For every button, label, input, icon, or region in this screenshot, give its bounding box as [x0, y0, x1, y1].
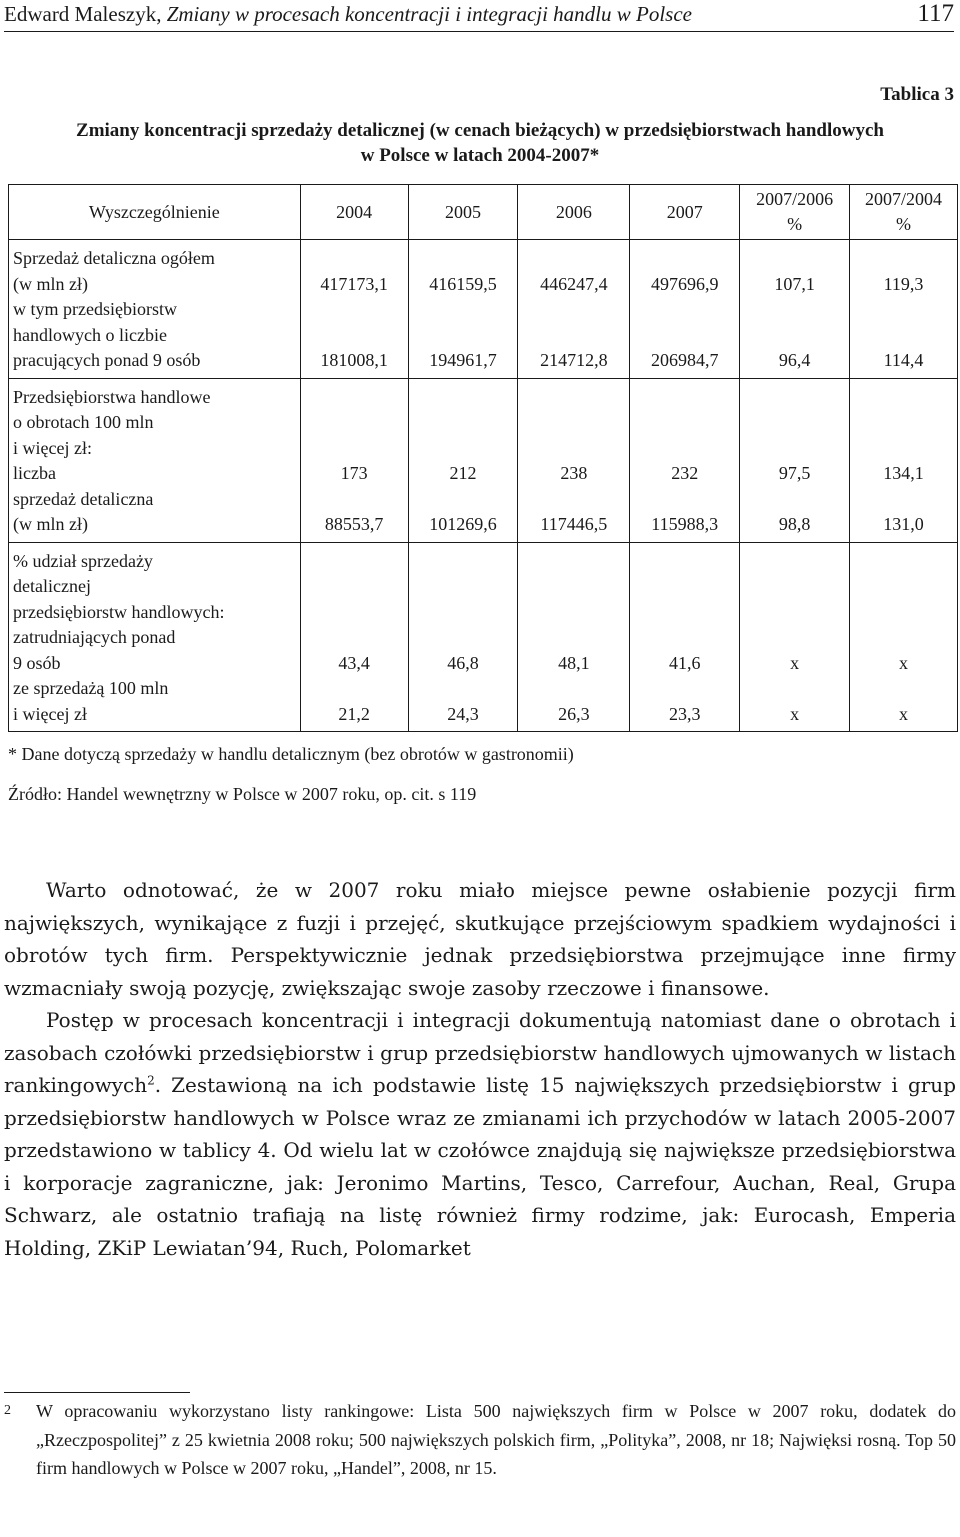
cell-ratio-2007-2006: x x — [740, 542, 850, 732]
cell-ratio-2007-2006: 97,5 98,8 — [740, 378, 850, 542]
body-text — [4, 874, 956, 1264]
table-caption-line2: w Polsce w latach 2004-2007* — [360, 145, 600, 166]
author-name: Edward Maleszyk, — [4, 2, 162, 26]
paragraph-2: Postęp w procesach koncentracji i integracji dokumentują natomiast dane o obrotach i zasobach czołówki przedsiębiorstw i grup przedsiębiorstw handlowych ujmowanych w listach rankingowych$^2$. Zestawioną na ich podstawie listę 15 największych przedsiębiorstw i grup przedsiębiorstw handlowych w Polsce wraz ze zmianami ich przychodów w latach 2005-2007 przedstawiono w tablicy 4. Od wielu lat w czołówce znajdują się największe przedsiębiorstwa i korporacje zagraniczne, jak: Jeronimo Martins, Tesco, Carrefour, Auchan, Real, Grupa Schwarz, ale ostatnio trafiają na listę również firmy rodzime, jak: Eurocash, Emperia Holding, ZKiP Lewiatan’94, Ruch, Polomarket — [4, 1008, 956, 1260]
table-source: Źródło: Handel wewnętrzny w Polsce w 2007 roku, op. cit. s 119 — [8, 784, 477, 804]
row-label: Sprzedaż detaliczna ogółem (w mln zł) w tym przedsiębiorstw handlowych o liczbie pracujących ponad 9 osób — [9, 240, 301, 379]
cell-ratio-2007-2004: x x — [850, 542, 958, 732]
table-header-row — [9, 185, 958, 240]
table-row — [9, 378, 958, 542]
cell-ratio-2007-2006: 107,1 96,4 — [740, 240, 850, 379]
footnote-divider — [4, 1392, 190, 1393]
cell-2005: 46,8 24,3 — [408, 542, 518, 732]
footnote-mark: 2 — [4, 1403, 11, 1418]
cell-2005: 212 101269,6 — [408, 378, 518, 542]
article-title: Zmiany w procesach koncentracji i integracji handlu w Polsce — [166, 2, 693, 26]
header-ratio-2007-2004: 2007/2004 % — [850, 185, 958, 240]
running-head — [4, 2, 954, 28]
header-2007: 2007 — [630, 185, 740, 240]
cell-ratio-2007-2004: 134,1 131,0 — [850, 378, 958, 542]
page-number: 117 — [917, 0, 954, 27]
cell-2007: 497696,9 206984,7 — [630, 240, 740, 379]
header-2004: 2004 — [300, 185, 408, 240]
concentration-table — [8, 184, 958, 732]
header-2006: 2006 — [518, 185, 630, 240]
header-2005: 2005 — [408, 185, 518, 240]
row-label: % udział sprzedaży detalicznej przedsiębiorstw handlowych: zatrudniających ponad 9 osób ze sprzedażą 100 mln i więcej zł — [9, 542, 301, 732]
header-label: Wyszczególnienie — [9, 185, 301, 240]
cell-2005: 416159,5 194961,7 — [408, 240, 518, 379]
table-caption — [0, 118, 960, 168]
table-caption-line1: Zmiany koncentracji sprzedaży detalicznej (w cenach bieżących) w przedsiębiorstwach handlowych — [76, 120, 884, 141]
header-divider — [4, 31, 954, 32]
cell-2006: 446247,4 214712,8 — [518, 240, 630, 379]
cell-2004: 417173,1 181008,1 — [300, 240, 408, 379]
table-row — [9, 240, 958, 379]
paragraph-1: Warto odnotować, że w 2007 roku miało miejsce pewne osłabienie pozycji firm największych, wynikające z fuzji i przejęć, skutkujące przejściowym spadkiem wydajności i obrotów tych firm. Perspektywicznie jednak przedsiębiorstwa przejmujące inne firmy wzmacniały swoją pozycję, zwiększając swoje zasoby rzeczowe i finansowe. — [4, 878, 956, 1000]
table-row — [9, 542, 958, 732]
row-label: Przedsiębiorstwa handlowe o obrotach 100 mln i więcej zł: liczba sprzedaż detaliczna (w mln zł) — [9, 378, 301, 542]
cell-ratio-2007-2004: 119,3 114,4 — [850, 240, 958, 379]
table-number: Tablica 3 — [880, 84, 954, 105]
header-ratio-2007-2006: 2007/2006 % — [740, 185, 850, 240]
cell-2006: 238 117446,5 — [518, 378, 630, 542]
cell-2004: 173 88553,7 — [300, 378, 408, 542]
footnote-ref[interactable]: 2 — [147, 1073, 155, 1088]
table-note: * Dane dotyczą sprzedaży w handlu detalicznym (bez obrotów w gastronomii) — [8, 744, 574, 764]
cell-2004: 43,4 21,2 — [300, 542, 408, 732]
footnote-text: W opracowaniu wykorzystano listy rankingowe: Lista 500 największych firm w Polsce w 2007 roku, dodatek do „Rzeczpospolitej” z 25 kwietnia 2008 roku; 500 największych polskich firm, „Polityka”, 2008, nr 18; Najwięksi rosną. Top 50 firm handlowych w Polsce w 2007 roku, „Handel”, 2008, nr 15. — [36, 1401, 956, 1478]
footnote — [4, 1397, 956, 1483]
cell-2007: 41,6 23,3 — [630, 542, 740, 732]
running-title — [4, 2, 692, 27]
cell-2007: 232 115988,3 — [630, 378, 740, 542]
cell-2006: 48,1 26,3 — [518, 542, 630, 732]
